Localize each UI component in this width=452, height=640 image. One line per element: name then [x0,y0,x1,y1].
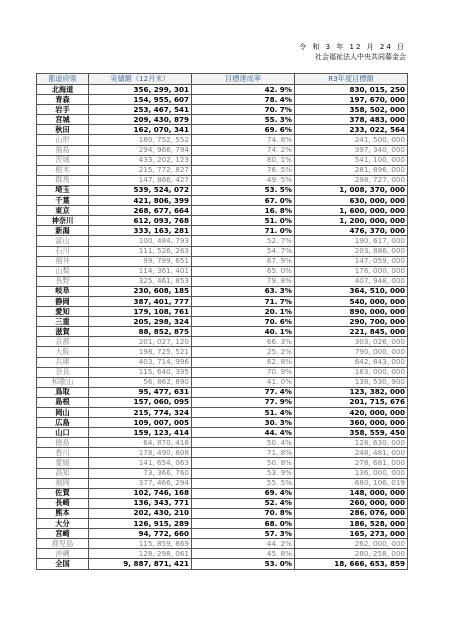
cell-target: 163, 000, 000 [295,367,408,377]
cell-target: 286, 076, 000 [295,508,408,518]
cell-rate: 74. 2% [192,145,295,155]
cell-rate: 70. 8% [192,508,295,518]
table-row [37,216,408,226]
table-row [37,185,408,195]
cell-prefecture: 山梨 [37,266,89,276]
cell-rate: 41. 0% [192,377,295,387]
cell-rate: 44. 4% [192,428,295,438]
cell-rate: 53. 5% [192,185,295,195]
table-row [37,105,408,115]
cell-rate: 76. 5% [192,165,295,175]
cell-target: 18, 666, 653, 859 [295,559,408,569]
cell-prefecture: 愛知 [37,307,89,317]
cell-prefecture: 岐阜 [37,286,89,296]
table-row [37,125,408,135]
cell-target: 281, 896, 000 [295,165,408,175]
cell-actual: 147, 866, 427 [89,175,192,185]
cell-prefecture: 島根 [37,397,89,407]
table-row [37,286,408,296]
cell-prefecture: 宮崎 [37,529,89,539]
cell-prefecture: 茨城 [37,155,89,165]
cell-prefecture: 山口 [37,428,89,438]
table-row [37,115,408,125]
header-rate: 目標達成率 [192,74,295,85]
cell-prefecture: 高知 [37,468,89,478]
cell-rate: 77. 4% [192,387,295,397]
cell-target: 407, 948, 000 [295,276,408,286]
cell-rate: 54. 7% [192,246,295,256]
table-row [37,478,408,488]
cell-actual: 612, 093, 768 [89,216,192,226]
table-row [37,458,408,468]
cell-prefecture: 長崎 [37,498,89,508]
table-row [37,85,408,95]
cell-actual: 198, 725, 521 [89,347,192,357]
cell-target: 260, 000, 000 [295,498,408,508]
table-row [37,408,408,418]
cell-target: 233, 022, 564 [295,125,408,135]
table-row [37,519,408,529]
cell-actual: 114, 361, 401 [89,266,192,276]
table-row [37,266,408,276]
table-row [37,196,408,206]
cell-rate: 25. 2% [192,347,295,357]
cell-actual: 154, 955, 607 [89,95,192,105]
cell-actual: 201, 027, 120 [89,337,192,347]
cell-rate: 20. 1% [192,307,295,317]
table-row [37,145,408,155]
cell-rate: 16. 8% [192,206,295,216]
cell-target: 280, 258, 000 [295,549,408,559]
cell-rate: 68. 0% [192,519,295,529]
cell-actual: 539, 524, 072 [89,185,192,195]
table-row [37,276,408,286]
cell-actual: 433, 202, 123 [89,155,192,165]
cell-prefecture: 和歌山 [37,377,89,387]
cell-target: 278, 681, 000 [295,458,408,468]
cell-target: 680, 106, 019 [295,478,408,488]
table-row [37,438,408,448]
cell-prefecture: 栃木 [37,165,89,175]
cell-target: 303, 026, 000 [295,337,408,347]
cell-prefecture: 愛媛 [37,458,89,468]
table-row [37,135,408,145]
cell-actual: 102, 746, 168 [89,488,192,498]
cell-actual: 209, 430, 879 [89,115,192,125]
cell-rate: 79. 8% [192,276,295,286]
cell-target: 262, 000, 000 [295,539,408,549]
cell-actual: 268, 677, 664 [89,206,192,216]
cell-target: 176, 000, 000 [295,266,408,276]
table-row [37,175,408,185]
cell-target: 540, 000, 000 [295,296,408,306]
cell-actual: 9, 887, 871, 421 [89,559,192,569]
table-header-row [37,74,408,85]
cell-target: 790, 000, 000 [295,347,408,357]
table-row [37,539,408,549]
cell-actual: 128, 298, 061 [89,549,192,559]
table-row [37,95,408,105]
cell-target: 186, 528, 000 [295,519,408,529]
cell-prefecture: 青森 [37,95,89,105]
cell-target: 541, 100, 000 [295,155,408,165]
cell-prefecture: 福岡 [37,478,89,488]
cell-prefecture: 秋田 [37,125,89,135]
cell-prefecture: 広島 [37,418,89,428]
cell-rate: 63. 3% [192,286,295,296]
cell-rate: 40. 1% [192,327,295,337]
cell-actual: 56, 862, 890 [89,377,192,387]
cell-actual: 100, 484, 793 [89,236,192,246]
table-row [37,347,408,357]
cell-actual: 215, 772, 827 [89,165,192,175]
cell-rate: 45. 8% [192,549,295,559]
cell-actual: 403, 714, 996 [89,357,192,367]
cell-rate: 62. 8% [192,357,295,367]
cell-actual: 180, 752, 552 [89,135,192,145]
cell-actual: 205, 298, 324 [89,317,192,327]
cell-actual: 126, 915, 289 [89,519,192,529]
table-row [37,367,408,377]
cell-actual: 111, 526, 263 [89,246,192,256]
cell-target: 201, 715, 676 [295,397,408,407]
table-row [37,357,408,367]
cell-actual: 73, 366, 760 [89,468,192,478]
cell-prefecture: 沖縄 [37,549,89,559]
cell-rate: 71. 0% [192,226,295,236]
cell-actual: 88, 852, 875 [89,327,192,337]
cell-target: 364, 510, 000 [295,286,408,296]
cell-actual: 109, 007, 005 [89,418,192,428]
header-prefecture: 都道府県 [37,74,89,85]
cell-prefecture: 三重 [37,317,89,327]
cell-prefecture: 石川 [37,246,89,256]
cell-rate: 67. 0% [192,196,295,206]
cell-actual: 64, 870, 418 [89,438,192,448]
cell-rate: 69. 6% [192,125,295,135]
cell-prefecture: 大分 [37,519,89,529]
table-total-row [37,559,408,569]
table-row [37,468,408,478]
cell-prefecture: 千葉 [37,196,89,206]
cell-target: 165, 273, 000 [295,529,408,539]
table-row [37,397,408,407]
cell-target: 830, 015, 250 [295,85,408,95]
table-row [37,317,408,327]
cell-prefecture: 福島 [37,145,89,155]
table-row [37,549,408,559]
cell-actual: 215, 774, 324 [89,408,192,418]
table-row [37,296,408,306]
cell-prefecture: 静岡 [37,296,89,306]
cell-prefecture: 熊本 [37,508,89,518]
cell-rate: 50. 8% [192,458,295,468]
cell-target: 128, 630, 000 [295,438,408,448]
table-row [37,327,408,337]
cell-target: 358, 502, 000 [295,105,408,115]
cell-rate: 53. 0% [192,559,295,569]
cell-actual: 356, 299, 301 [89,85,192,95]
cell-actual: 377, 466, 294 [89,478,192,488]
cell-prefecture: 神奈川 [37,216,89,226]
cell-target: 298, 727, 000 [295,175,408,185]
table-row [37,448,408,458]
cell-rate: 71. 8% [192,448,295,458]
cell-rate: 51. 4% [192,408,295,418]
table-row [37,498,408,508]
cell-actual: 136, 343, 771 [89,498,192,508]
cell-prefecture: 群馬 [37,175,89,185]
cell-prefecture: 山形 [37,135,89,145]
cell-target: 1, 008, 370, 000 [295,185,408,195]
cell-target: 203, 886, 000 [295,246,408,256]
table-row [37,256,408,266]
cell-rate: 44. 2% [192,539,295,549]
cell-prefecture: 鹿児島 [37,539,89,549]
cell-rate: 50. 4% [192,438,295,448]
cell-rate: 30. 3% [192,418,295,428]
cell-target: 148, 000, 000 [295,488,408,498]
cell-actual: 387, 401, 777 [89,296,192,306]
cell-rate: 71. 7% [192,296,295,306]
table-row [37,155,408,165]
cell-prefecture: 鳥取 [37,387,89,397]
organization-name: 社会福祉法人中央共同募金会 [315,53,406,61]
cell-prefecture: 新潟 [37,226,89,236]
table-row [37,377,408,387]
cell-prefecture: 徳島 [37,438,89,448]
cell-target: 476, 370, 000 [295,226,408,236]
cell-prefecture: 兵庫 [37,357,89,367]
cell-actual: 179, 108, 761 [89,307,192,317]
cell-prefecture: 福井 [37,256,89,266]
cell-actual: 421, 806, 399 [89,196,192,206]
cell-rate: 74. 8% [192,135,295,145]
cell-target: 147, 059, 000 [295,256,408,266]
table-row [37,508,408,518]
cell-prefecture: 東京 [37,206,89,216]
cell-target: 642, 843, 000 [295,357,408,367]
cell-actual: 157, 060, 095 [89,397,192,407]
cell-actual: 99, 799, 651 [89,256,192,266]
cell-actual: 95, 477, 631 [89,387,192,397]
table-row [37,226,408,236]
report-date: 令 和 3 年 12 月 24 日 [299,43,406,51]
cell-rate: 70. 9% [192,367,295,377]
cell-prefecture: 香川 [37,448,89,458]
cell-target: 221, 845, 000 [295,327,408,337]
cell-prefecture: 富山 [37,236,89,246]
cell-rate: 67. 9% [192,256,295,266]
cell-rate: 53. 9% [192,468,295,478]
cell-actual: 178, 490, 808 [89,448,192,458]
cell-rate: 57. 3% [192,529,295,539]
cell-target: 241, 500, 000 [295,135,408,145]
cell-target: 136, 000, 000 [295,468,408,478]
cell-rate: 51. 0% [192,216,295,226]
header-target: R3年度目標額 [295,74,408,85]
cell-prefecture: 佐賀 [37,488,89,498]
cell-prefecture: 長野 [37,276,89,286]
cell-rate: 65. 0% [192,266,295,276]
cell-target: 190, 617, 000 [295,236,408,246]
table-body [37,85,408,570]
cell-target: 378, 483, 000 [295,115,408,125]
cell-actual: 333, 163, 281 [89,226,192,236]
cell-target: 1, 600, 000, 000 [295,206,408,216]
cell-target: 138, 530, 900 [295,377,408,387]
cell-target: 123, 382, 000 [295,387,408,397]
cell-prefecture: 宮城 [37,115,89,125]
cell-actual: 230, 608, 185 [89,286,192,296]
cell-actual: 162, 070, 341 [89,125,192,135]
cell-prefecture: 京都 [37,337,89,347]
cell-prefecture: 岡山 [37,408,89,418]
cell-rate: 52. 4% [192,498,295,508]
cell-prefecture: 大阪 [37,347,89,357]
table-row [37,418,408,428]
cell-target: 630, 000, 000 [295,196,408,206]
cell-rate: 70. 6% [192,317,295,327]
cell-prefecture: 埼玉 [37,185,89,195]
cell-rate: 70. 7% [192,105,295,115]
header-actual: 実績額（12月末） [89,74,192,85]
cell-actual: 159, 123, 414 [89,428,192,438]
table-row [37,307,408,317]
cell-actual: 253, 467, 541 [89,105,192,115]
cell-target: 360, 000, 000 [295,418,408,428]
cell-rate: 66. 3% [192,337,295,347]
cell-target: 890, 000, 000 [295,307,408,317]
table-row [37,488,408,498]
cell-actual: 202, 430, 210 [89,508,192,518]
cell-rate: 77. 9% [192,397,295,407]
cell-target: 290, 700, 000 [295,317,408,327]
table-row [37,529,408,539]
donation-results-table [36,73,408,570]
cell-target: 358, 559, 450 [295,428,408,438]
cell-target: 397, 340, 000 [295,145,408,155]
cell-actual: 325, 461, 853 [89,276,192,286]
cell-actual: 94, 772, 660 [89,529,192,539]
cell-rate: 55. 5% [192,478,295,488]
cell-prefecture: 奈良 [37,367,89,377]
table-row [37,428,408,438]
cell-rate: 49. 5% [192,175,295,185]
table-row [37,387,408,397]
table-row [37,165,408,175]
cell-prefecture: 北海道 [37,85,89,95]
cell-rate: 80. 1% [192,155,295,165]
cell-prefecture: 全国 [37,559,89,569]
cell-actual: 294, 966, 794 [89,145,192,155]
cell-rate: 42. 9% [192,85,295,95]
cell-rate: 78. 4% [192,95,295,105]
table-row [37,206,408,216]
cell-prefecture: 滋賀 [37,327,89,337]
cell-target: 248, 481, 000 [295,448,408,458]
cell-prefecture: 岩手 [37,105,89,115]
cell-rate: 52. 7% [192,236,295,246]
cell-target: 420, 000, 000 [295,408,408,418]
cell-actual: 115, 859, 869 [89,539,192,549]
table-row [37,246,408,256]
cell-target: 197, 670, 000 [295,95,408,105]
cell-actual: 141, 654, 063 [89,458,192,468]
cell-actual: 115, 640, 395 [89,367,192,377]
cell-rate: 55. 3% [192,115,295,125]
table-row [37,337,408,347]
cell-target: 1, 200, 000, 000 [295,216,408,226]
table-row [37,236,408,246]
cell-rate: 69. 4% [192,488,295,498]
